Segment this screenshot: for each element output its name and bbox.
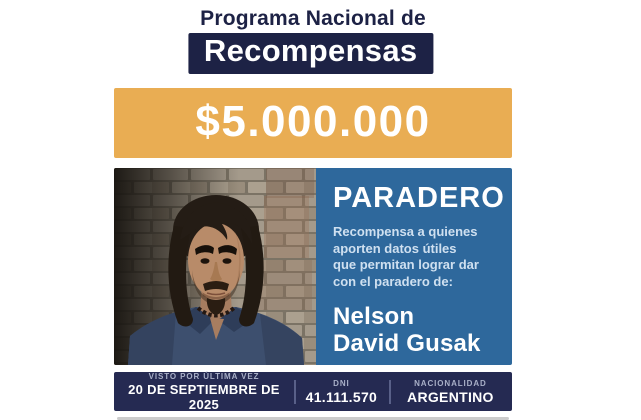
footer-last-seen bbox=[114, 370, 294, 414]
last-seen-value: 20 DE SEPTIEMBRE DE 2025 bbox=[128, 381, 280, 412]
last-seen-label: VISTO POR ÚLTIMA VEZ bbox=[148, 371, 260, 381]
program-kicker: Programa Nacional de bbox=[200, 7, 426, 30]
person-name: Nelson David Gusak bbox=[333, 303, 481, 358]
dni-label: DNI bbox=[333, 378, 350, 388]
suspect-section bbox=[114, 168, 512, 365]
dni-value: 41.111.570 bbox=[305, 388, 378, 405]
panel-body-line: que permitan lograr dar bbox=[333, 257, 479, 273]
reward-amount: $5.000.000 bbox=[195, 97, 431, 146]
panel-body-line: con el paradero de: bbox=[333, 273, 453, 289]
nationality-value: ARGENTINO bbox=[407, 388, 494, 405]
panel-body-line: aporten datos útiles bbox=[333, 240, 457, 256]
panel-body-line: Recompensa a quienes bbox=[333, 224, 478, 240]
program-title: Recompensas bbox=[188, 33, 434, 74]
suspect-photo-illustration bbox=[114, 168, 316, 365]
identity-footer bbox=[114, 372, 512, 411]
reward-banner bbox=[114, 88, 512, 158]
panel-heading: PARADERO bbox=[333, 182, 505, 214]
nationality-label: NACIONALIDAD bbox=[414, 378, 487, 388]
suspect-photo bbox=[114, 168, 316, 365]
footer-nationality bbox=[389, 377, 512, 407]
panel-body-text bbox=[333, 224, 505, 290]
footer-dni bbox=[294, 377, 389, 407]
whereabouts-panel bbox=[316, 168, 512, 365]
